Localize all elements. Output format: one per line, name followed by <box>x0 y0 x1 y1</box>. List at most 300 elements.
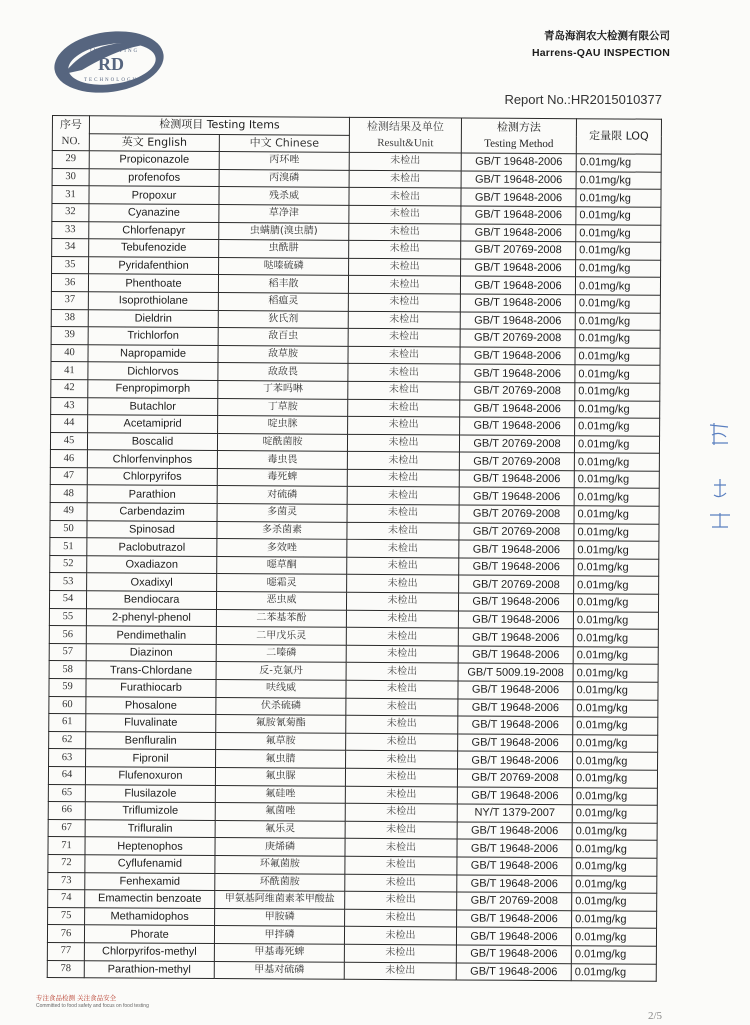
row-english-name: Phenthoate <box>88 274 218 292</box>
row-number: 61 <box>49 714 86 732</box>
row-english-name: Dichlorvos <box>88 362 218 380</box>
row-number: 66 <box>48 802 85 820</box>
row-english-name: Benfluralin <box>86 731 216 749</box>
row-english-name: Chlorpyrifos-methyl <box>84 943 214 961</box>
row-number: 42 <box>51 379 88 397</box>
row-number: 58 <box>49 661 86 679</box>
row-method: NY/T 1379-2007 <box>457 804 572 822</box>
row-english-name: Tebufenozide <box>89 239 219 257</box>
row-english-name: Flufenoxuron <box>85 767 215 785</box>
row-chinese-name: 环酰菌胺 <box>215 873 345 891</box>
row-chinese-name: 甲基对硫磷 <box>214 961 344 979</box>
row-result: 未检出 <box>346 698 458 716</box>
row-method: GB/T 19648-2006 <box>458 681 573 699</box>
row-english-name: Trifluralin <box>85 819 215 837</box>
row-method: GB/T 20769-2008 <box>457 769 572 787</box>
row-result: 未检出 <box>348 276 460 294</box>
row-english-name: Methamidophos <box>85 907 215 925</box>
row-english-name: Chlorfenapyr <box>89 221 219 239</box>
row-loq: 0.01mg/kg <box>576 259 661 277</box>
row-result: 未检出 <box>346 610 458 628</box>
row-method: GB/T 20769-2008 <box>459 435 574 453</box>
row-result: 未检出 <box>345 768 457 786</box>
row-result: 未检出 <box>348 293 460 311</box>
row-method: GB/T 19648-2006 <box>458 628 573 646</box>
row-loq: 0.01mg/kg <box>573 717 658 735</box>
row-chinese-name: 丁苯吗啉 <box>218 380 348 398</box>
row-number: 54 <box>49 591 86 609</box>
row-method: GB/T 19648-2006 <box>460 347 575 365</box>
row-chinese-name: 狄氏剂 <box>218 310 348 328</box>
row-method: GB/T 19648-2006 <box>460 312 575 330</box>
row-result: 未检出 <box>344 927 456 945</box>
footer-slogan-cn: 专注食品检测 关注食品安全 <box>36 994 117 1002</box>
table-row <box>47 960 656 981</box>
row-number: 36 <box>51 274 88 292</box>
row-number: 45 <box>50 432 87 450</box>
header-method-en: Testing Method <box>484 137 554 151</box>
row-english-name: Fenpropimorph <box>88 380 218 398</box>
row-method: GB/T 20769-2008 <box>459 575 574 593</box>
row-loq: 0.01mg/kg <box>574 453 659 471</box>
row-result: 未检出 <box>346 628 458 646</box>
row-english-name: Pendimethalin <box>86 626 216 644</box>
row-number: 30 <box>52 168 89 186</box>
footer-slogan-en: Committed to food safety and focus on food testing <box>36 1003 149 1009</box>
row-number: 43 <box>51 397 88 415</box>
row-result: 未检出 <box>346 663 458 681</box>
row-number: 63 <box>49 749 86 767</box>
row-loq: 0.01mg/kg <box>576 171 661 189</box>
row-result: 未检出 <box>346 680 458 698</box>
row-english-name: Paclobutrazol <box>87 538 217 556</box>
row-english-name: Parathion-methyl <box>84 960 214 978</box>
row-loq: 0.01mg/kg <box>576 207 661 225</box>
row-english-name: Fenhexamid <box>85 872 215 890</box>
row-chinese-name: 多杀菌素 <box>217 521 347 539</box>
row-method: GB/T 19648-2006 <box>459 487 574 505</box>
row-method: GB/T 19648-2006 <box>461 224 576 242</box>
row-number: 65 <box>48 784 85 802</box>
row-number: 52 <box>50 555 87 573</box>
row-loq: 0.01mg/kg <box>573 647 658 665</box>
row-english-name: Pyridafenthion <box>89 256 219 274</box>
row-chinese-name: 哒嗪硫磷 <box>219 257 349 275</box>
row-method: GB/T 19648-2006 <box>458 734 573 752</box>
row-method: GB/T 20769-2008 <box>459 523 574 541</box>
row-number: 62 <box>49 731 86 749</box>
row-chinese-name: 氟草胺 <box>216 732 346 750</box>
row-chinese-name: 氟胺氰菊酯 <box>216 715 346 733</box>
row-english-name: Oxadiazon <box>87 556 217 574</box>
row-loq: 0.01mg/kg <box>575 383 660 401</box>
row-chinese-name: 虫螨腈(溴虫腈) <box>219 222 349 240</box>
page-number: 2/5 <box>648 1010 663 1022</box>
row-chinese-name: 毒死蜱 <box>217 468 347 486</box>
row-result: 未检出 <box>347 487 459 505</box>
row-method: GB/T 19648-2006 <box>457 910 572 928</box>
row-result: 未检出 <box>346 751 458 769</box>
row-method: GB/T 20769-2008 <box>460 382 575 400</box>
row-loq: 0.01mg/kg <box>574 488 659 506</box>
row-english-name: Chlorpyrifos <box>87 468 217 486</box>
row-number: 55 <box>49 608 86 626</box>
row-number: 75 <box>48 907 85 925</box>
row-english-name: Trichlorfon <box>88 327 218 345</box>
header-chinese: 中文 Chinese <box>219 134 349 152</box>
row-loq: 0.01mg/kg <box>573 611 658 629</box>
row-loq: 0.01mg/kg <box>575 295 660 313</box>
row-result: 未检出 <box>346 733 458 751</box>
row-result: 未检出 <box>348 399 460 417</box>
row-english-name: Trans-Chlordane <box>86 661 216 679</box>
row-english-name: Bendiocara <box>86 591 216 609</box>
row-result: 未检出 <box>347 575 459 593</box>
row-english-name: Acetamiprid <box>88 415 218 433</box>
header-method <box>461 118 576 154</box>
row-result: 未检出 <box>349 188 461 206</box>
row-loq: 0.01mg/kg <box>573 699 658 717</box>
row-loq: 0.01mg/kg <box>575 347 660 365</box>
company-name-en: Harrens-QAU INSPECTION <box>531 47 670 59</box>
row-loq: 0.01mg/kg <box>572 787 657 805</box>
row-english-name: Fluvalinate <box>86 714 216 732</box>
row-loq: 0.01mg/kg <box>572 858 657 876</box>
row-english-name: Diazinon <box>86 644 216 662</box>
results-table <box>47 115 662 982</box>
row-english-name: profenofos <box>89 169 219 187</box>
row-chinese-name: 甲氨基阿维菌素苯甲酸盐 <box>215 891 345 909</box>
row-chinese-name: 稻丰散 <box>218 275 348 293</box>
footer <box>36 993 149 1009</box>
row-number: 44 <box>51 415 88 433</box>
row-result: 未检出 <box>348 311 460 329</box>
row-english-name: Cyflufenamid <box>85 855 215 873</box>
row-loq: 0.01mg/kg <box>576 242 661 260</box>
row-number: 31 <box>52 186 89 204</box>
row-chinese-name: 呋线威 <box>216 680 346 698</box>
row-loq: 0.01mg/kg <box>576 154 661 172</box>
row-chinese-name: 多效唑 <box>217 539 347 557</box>
row-loq: 0.01mg/kg <box>574 435 659 453</box>
row-chinese-name: 甲拌磷 <box>214 926 344 944</box>
row-english-name: Phorate <box>84 925 214 943</box>
row-method: GB/T 19648-2006 <box>456 962 571 980</box>
row-loq: 0.01mg/kg <box>576 224 661 242</box>
row-number: 34 <box>52 239 89 257</box>
header-english: 英文 English <box>89 133 219 151</box>
row-number: 48 <box>50 485 87 503</box>
row-result: 未检出 <box>348 381 460 399</box>
header-testing-items: 检测项目 Testing Items <box>89 116 349 135</box>
row-method: GB/T 19648-2006 <box>457 839 572 857</box>
row-number: 51 <box>50 538 87 556</box>
row-method: GB/T 19648-2006 <box>458 646 573 664</box>
row-number: 33 <box>52 221 89 239</box>
row-number: 57 <box>49 643 86 661</box>
row-english-name: Flusilazole <box>85 784 215 802</box>
row-chinese-name: 甲基毒死蜱 <box>214 943 344 961</box>
row-result: 未检出 <box>349 223 461 241</box>
row-loq: 0.01mg/kg <box>574 576 659 594</box>
table-body <box>47 151 661 982</box>
row-number: 49 <box>50 503 87 521</box>
row-loq: 0.01mg/kg <box>576 189 661 207</box>
row-chinese-name: 虫酰肼 <box>219 240 349 258</box>
row-chinese-name: 多菌灵 <box>217 504 347 522</box>
handwritten-signature <box>700 415 740 545</box>
header-loq: 定量限 LOQ <box>576 119 661 155</box>
row-method: GB/T 19648-2006 <box>458 593 573 611</box>
row-chinese-name: 毒虫畏 <box>217 451 347 469</box>
row-result: 未检出 <box>345 909 457 927</box>
row-chinese-name: 氟硅唑 <box>215 785 345 803</box>
row-chinese-name: 环氟菌胺 <box>215 855 345 873</box>
row-english-name: Phosalone <box>86 696 216 714</box>
row-number: 50 <box>50 520 87 538</box>
row-chinese-name: 噁草酮 <box>217 556 347 574</box>
row-chinese-name: 恶虫威 <box>216 592 346 610</box>
row-method: GB/T 19648-2006 <box>460 364 575 382</box>
row-loq: 0.01mg/kg <box>575 330 660 348</box>
row-number: 78 <box>47 960 84 978</box>
row-method: GB/T 19648-2006 <box>459 470 574 488</box>
row-english-name: Dieldrin <box>88 309 218 327</box>
row-number: 71 <box>48 837 85 855</box>
header-result-cn: 检测结果及单位 <box>366 120 444 134</box>
row-result: 未检出 <box>347 504 459 522</box>
row-english-name: Spinosad <box>87 520 217 538</box>
row-method: GB/T 20769-2008 <box>459 505 574 523</box>
row-number: 29 <box>52 151 89 169</box>
row-english-name: Heptenophos <box>85 837 215 855</box>
row-number: 46 <box>50 450 87 468</box>
row-method: GB/T 19648-2006 <box>460 276 575 294</box>
row-result: 未检出 <box>349 258 461 276</box>
row-loq: 0.01mg/kg <box>575 277 660 295</box>
row-loq: 0.01mg/kg <box>574 471 659 489</box>
row-result: 未检出 <box>347 522 459 540</box>
row-method: GB/T 19648-2006 <box>459 558 574 576</box>
row-english-name: Boscalid <box>87 432 217 450</box>
row-chinese-name: 氟虫脲 <box>215 767 345 785</box>
row-number: 38 <box>51 309 88 327</box>
row-method: GB/T 20769-2008 <box>457 892 572 910</box>
row-english-name: Triflumizole <box>85 802 215 820</box>
row-number: 35 <box>52 256 89 274</box>
row-result: 未检出 <box>349 170 461 188</box>
row-loq: 0.01mg/kg <box>575 418 660 436</box>
row-loq: 0.01mg/kg <box>573 752 658 770</box>
row-result: 未检出 <box>344 944 456 962</box>
row-number: 73 <box>48 872 85 890</box>
row-chinese-name: 丙环唑 <box>219 152 349 170</box>
row-method: GB/T 19648-2006 <box>461 188 576 206</box>
row-method: GB/T 19648-2006 <box>458 751 573 769</box>
header-result <box>349 117 461 153</box>
row-english-name: Butachlor <box>88 397 218 415</box>
row-number: 37 <box>51 291 88 309</box>
row-loq: 0.01mg/kg <box>574 541 659 559</box>
row-number: 72 <box>48 854 85 872</box>
row-loq: 0.01mg/kg <box>573 594 658 612</box>
row-chinese-name: 二嗪磷 <box>216 644 346 662</box>
row-chinese-name: 二甲戊乐灵 <box>216 627 346 645</box>
row-result: 未检出 <box>347 452 459 470</box>
row-result: 未检出 <box>345 891 457 909</box>
row-method: GB/T 19648-2006 <box>458 699 573 717</box>
row-number: 77 <box>47 942 84 960</box>
row-method: GB/T 19648-2006 <box>459 540 574 558</box>
row-chinese-name: 敌敌畏 <box>218 363 348 381</box>
row-chinese-name: 二苯基苯酚 <box>216 609 346 627</box>
row-loq: 0.01mg/kg <box>573 682 658 700</box>
row-chinese-name: 敌草胺 <box>218 345 348 363</box>
row-method: GB/T 19648-2006 <box>457 822 572 840</box>
row-loq: 0.01mg/kg <box>573 734 658 752</box>
logo-text-bottom: TECHNOLOGY <box>84 78 139 83</box>
row-chinese-name: 伏杀硫磷 <box>216 697 346 715</box>
row-number: 32 <box>52 203 89 221</box>
header-no-en: NO. <box>61 135 81 148</box>
row-chinese-name: 对硫磷 <box>217 486 347 504</box>
row-method: GB/T 19648-2006 <box>458 716 573 734</box>
row-method: GB/T 19648-2006 <box>461 259 576 277</box>
row-loq: 0.01mg/kg <box>572 840 657 858</box>
row-chinese-name: 氟菌唑 <box>215 803 345 821</box>
row-result: 未检出 <box>347 557 459 575</box>
row-method: GB/T 20769-2008 <box>459 452 574 470</box>
row-method: GB/T 19648-2006 <box>457 787 572 805</box>
logo-text-top: INSPECTING <box>90 49 140 54</box>
row-number: 41 <box>51 362 88 380</box>
row-english-name: Emamectin benzoate <box>85 890 215 908</box>
row-chinese-name: 啶虫脒 <box>218 416 348 434</box>
row-result: 未检出 <box>347 540 459 558</box>
row-result: 未检出 <box>345 786 457 804</box>
row-loq: 0.01mg/kg <box>572 910 657 928</box>
row-number: 67 <box>48 819 85 837</box>
row-english-name: Isoprothiolane <box>88 292 218 310</box>
row-result: 未检出 <box>345 839 457 857</box>
row-english-name: Furathiocarb <box>86 679 216 697</box>
company-name-cn: 青岛海润农大检测有限公司 <box>544 30 670 42</box>
row-english-name: Carbendazim <box>87 503 217 521</box>
row-result: 未检出 <box>346 592 458 610</box>
row-method: GB/T 20769-2008 <box>460 329 575 347</box>
row-loq: 0.01mg/kg <box>574 523 659 541</box>
company-header <box>532 28 670 59</box>
row-number: 40 <box>51 344 88 362</box>
row-result: 未检出 <box>347 434 459 452</box>
row-english-name: Fipronil <box>86 749 216 767</box>
row-loq: 0.01mg/kg <box>574 506 659 524</box>
row-method: GB/T 5009.19-2008 <box>458 663 573 681</box>
logo-letters: RD <box>98 54 124 74</box>
company-logo <box>52 26 167 98</box>
row-method: GB/T 19648-2006 <box>460 417 575 435</box>
row-loq: 0.01mg/kg <box>572 822 657 840</box>
row-result: 未检出 <box>349 240 461 258</box>
row-english-name: Cyanazine <box>89 204 219 222</box>
row-result: 未检出 <box>347 469 459 487</box>
row-chinese-name: 氟虫腈 <box>216 750 346 768</box>
row-loq: 0.01mg/kg <box>574 559 659 577</box>
row-number: 56 <box>49 626 86 644</box>
row-english-name: Propiconazole <box>89 151 219 169</box>
row-chinese-name: 反-克氯丹 <box>216 662 346 680</box>
row-number: 76 <box>47 925 84 943</box>
row-loq: 0.01mg/kg <box>571 946 656 964</box>
row-method: GB/T 19648-2006 <box>460 399 575 417</box>
row-english-name: Propoxur <box>89 186 219 204</box>
row-loq: 0.01mg/kg <box>572 893 657 911</box>
row-number: 74 <box>48 890 85 908</box>
row-chinese-name: 啶酰菌胺 <box>217 433 347 451</box>
row-loq: 0.01mg/kg <box>572 805 657 823</box>
row-method: GB/T 19648-2006 <box>456 927 571 945</box>
row-chinese-name: 残杀威 <box>219 187 349 205</box>
row-loq: 0.01mg/kg <box>575 312 660 330</box>
row-number: 39 <box>51 327 88 345</box>
row-result: 未检出 <box>349 153 461 171</box>
row-result: 未检出 <box>346 715 458 733</box>
row-number: 53 <box>50 573 87 591</box>
row-loq: 0.01mg/kg <box>575 400 660 418</box>
row-loq: 0.01mg/kg <box>572 770 657 788</box>
header-no-cn: 序号 <box>59 118 82 132</box>
header-method-cn: 检测方法 <box>496 120 541 135</box>
row-method: GB/T 19648-2006 <box>461 206 576 224</box>
row-loq: 0.01mg/kg <box>571 963 656 981</box>
row-method: GB/T 19648-2006 <box>458 611 573 629</box>
row-chinese-name: 噁霜灵 <box>217 574 347 592</box>
row-english-name: 2-phenyl-phenol <box>86 608 216 626</box>
row-loq: 0.01mg/kg <box>573 664 658 682</box>
report-number: Report No.:HR2015010377 <box>504 92 662 107</box>
row-loq: 0.01mg/kg <box>573 629 658 647</box>
header-result-en: Result&Unit <box>377 137 434 150</box>
row-chinese-name: 稻瘟灵 <box>218 292 348 310</box>
row-method: GB/T 20769-2008 <box>461 241 576 259</box>
row-result: 未检出 <box>345 874 457 892</box>
row-method: GB/T 19648-2006 <box>457 875 572 893</box>
row-english-name: Chlorfenvinphos <box>87 450 217 468</box>
row-method: GB/T 19648-2006 <box>460 294 575 312</box>
row-english-name: Oxadixyl <box>87 573 217 591</box>
row-result: 未检出 <box>349 205 461 223</box>
row-number: 64 <box>48 766 85 784</box>
row-chinese-name: 丁草胺 <box>218 398 348 416</box>
row-number: 47 <box>50 467 87 485</box>
row-chinese-name: 敌百虫 <box>218 328 348 346</box>
row-result: 未检出 <box>345 803 457 821</box>
row-result: 未检出 <box>345 821 457 839</box>
row-loq: 0.01mg/kg <box>572 875 657 893</box>
row-result: 未检出 <box>344 962 456 980</box>
row-method: GB/T 19648-2006 <box>461 171 576 189</box>
row-result: 未检出 <box>348 364 460 382</box>
row-english-name: Napropamide <box>88 344 218 362</box>
row-chinese-name: 庚烯磷 <box>215 838 345 856</box>
row-number: 59 <box>49 678 86 696</box>
row-loq: 0.01mg/kg <box>575 365 660 383</box>
row-chinese-name: 草净津 <box>219 204 349 222</box>
row-result: 未检出 <box>346 645 458 663</box>
row-method: GB/T 19648-2006 <box>456 945 571 963</box>
row-result: 未检出 <box>348 328 460 346</box>
header-no <box>52 116 89 151</box>
